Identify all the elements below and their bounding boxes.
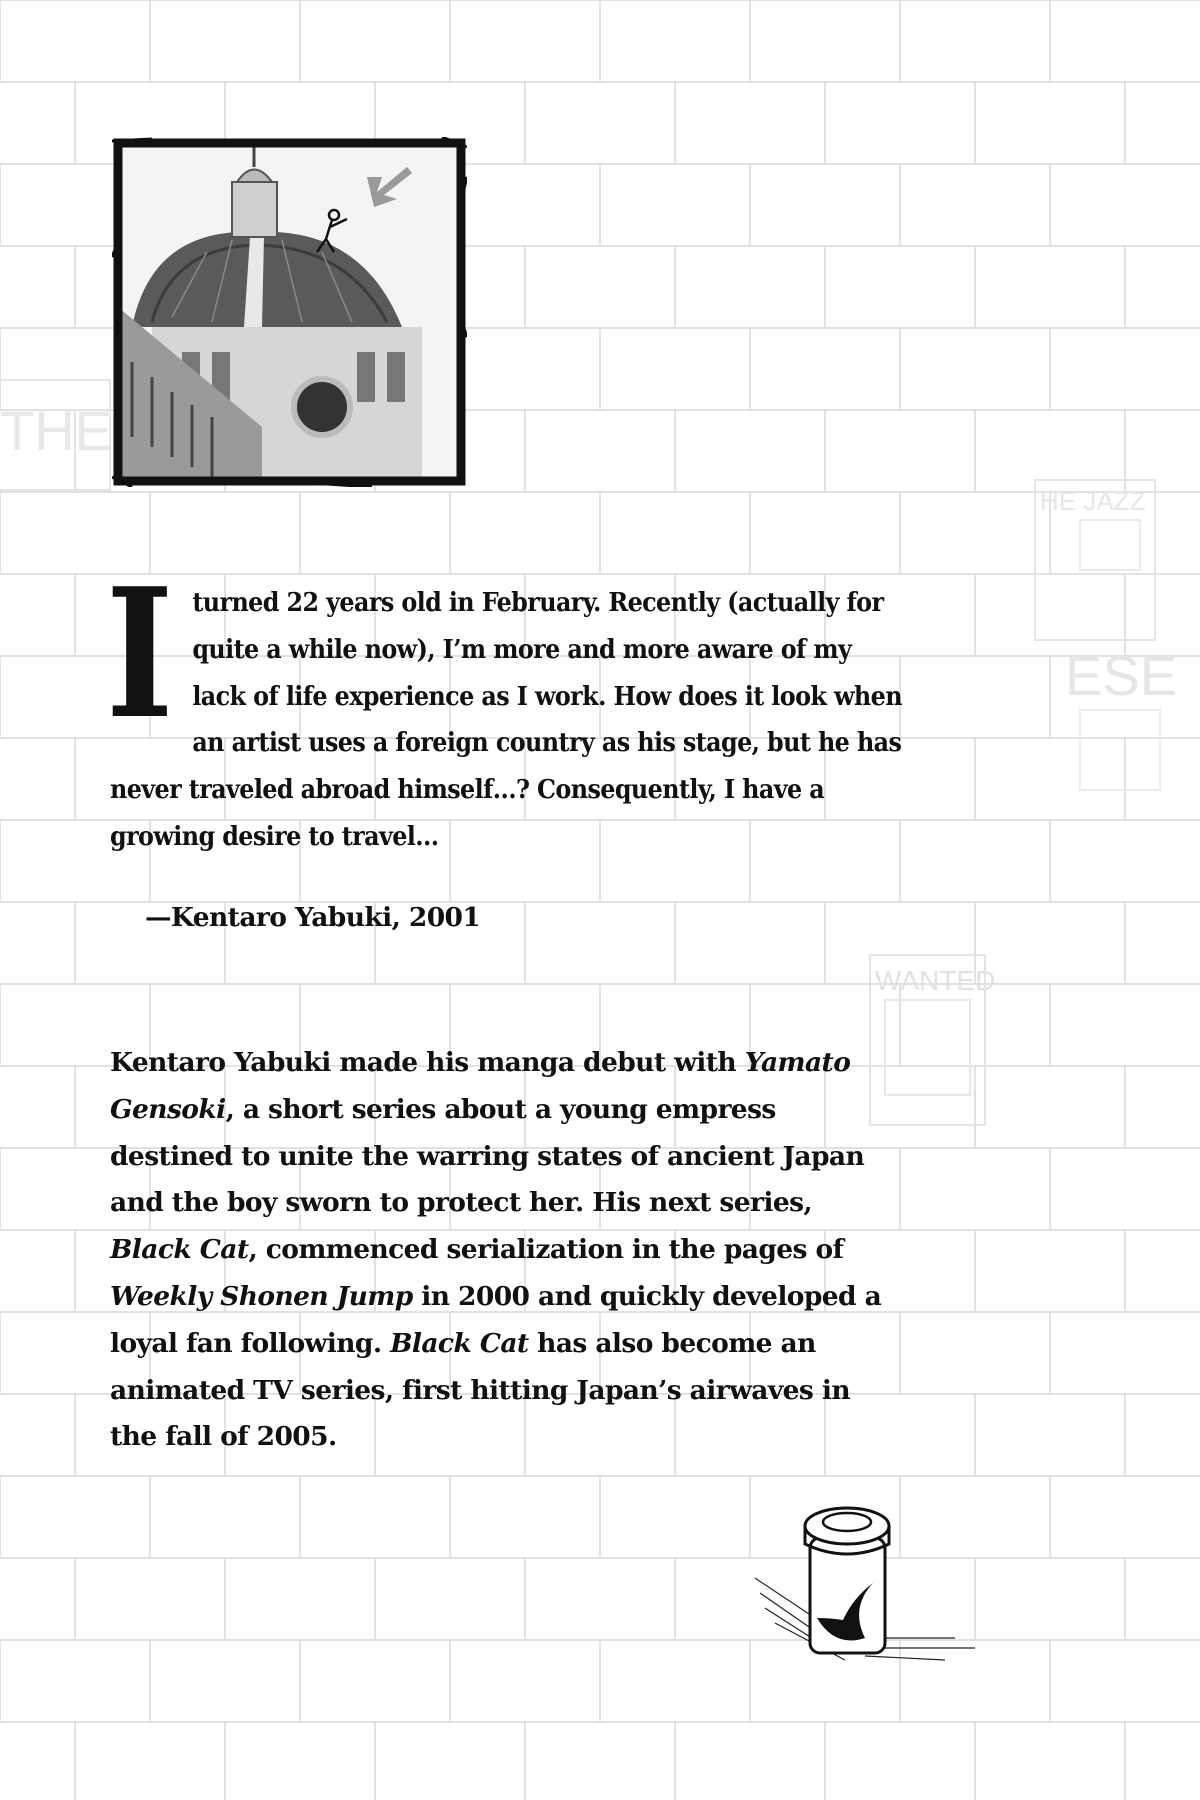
bio-segment: , commenced serialization in the pages of — [248, 1234, 844, 1266]
poster-jazz — [1035, 480, 1155, 640]
bio-segment: Kentaro Yabuki made his manga debut with — [110, 1047, 745, 1078]
quote-text: turned 22 years old in February. Recently (actually for quite a while now), I’m more and more aware of my lack of life experience as I work. How does it look when an artist uses a foreign country as his stage, but he has never traveled abroad himself…? Consequently, I have a growing desire to travel… — [110, 587, 902, 852]
author-bio — [110, 1040, 900, 1461]
poster-the — [0, 380, 112, 490]
quote-signature: —Kentaro Yabuki, 2001 — [145, 902, 481, 933]
bio-title-black-cat-2: Black Cat — [390, 1327, 529, 1359]
drop-cap: I — [106, 549, 173, 758]
poster-ese — [1065, 644, 1177, 790]
bio-title-yamato: Yamato Gensoki — [110, 1047, 851, 1125]
poster-the-text: THE — [0, 399, 112, 462]
poster-jazz-text: HE JAZZ — [1040, 486, 1146, 516]
milk-jar-icon — [755, 1498, 980, 1663]
poster-ese-text: ESE — [1065, 644, 1178, 707]
bio-segment: , a short series about a young empress destined to unite the warring states of ancient Japan and the boy sworn to protect her. His next series, — [110, 1093, 865, 1219]
poster-wanted-text: WANTED — [875, 965, 996, 996]
bio-title-wsj: Weekly Shonen Jump — [110, 1280, 413, 1312]
cathedral-dome-icon — [112, 137, 467, 487]
bio-segment: has also become an animated TV series, first hitting Japan’s airwaves in the fall of 2005. — [110, 1327, 851, 1453]
cathedral-photo — [112, 137, 467, 487]
bio-segment: in 2000 and quickly developed a loyal fan following. — [110, 1280, 882, 1359]
bio-title-black-cat: Black Cat — [110, 1234, 249, 1266]
author-quote — [106, 549, 910, 861]
